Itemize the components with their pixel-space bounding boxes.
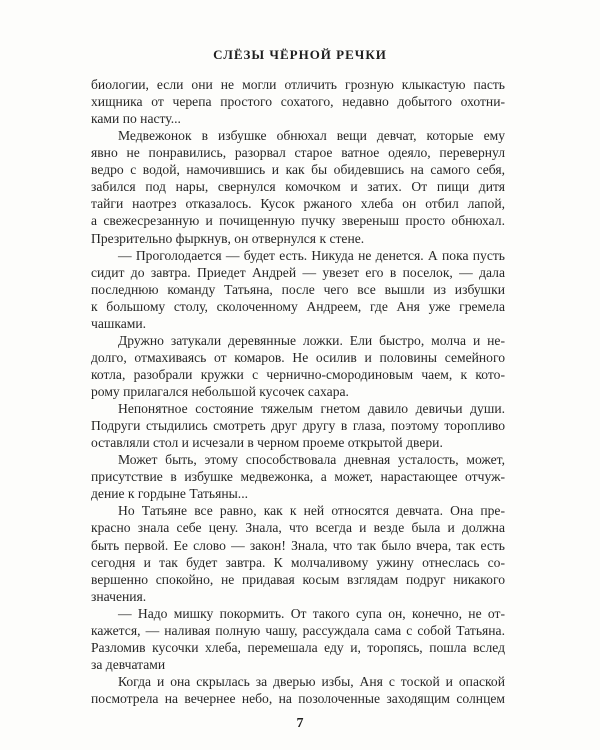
text-line: значения. — [91, 588, 147, 604]
text-line: хищника от черепа простого сохатого, недавно добытого охотни- — [91, 94, 505, 110]
text-line: тайги наотрез отказалось. Кусок ржаного хлеба он отбил лапой, — [91, 196, 505, 212]
text-line: сидит до завтра. Приедет Андрей — увезет его в поселок, — дала — [91, 264, 505, 280]
text-line: быть первой. Ее слово — закон! Знала, что так было вчера, так есть — [91, 537, 505, 553]
page-number: 7 — [296, 716, 304, 731]
text-line: к большому столу, сколоченному Андреем, где Аня уже гремела — [91, 298, 505, 314]
text-line: присутствие в избушке медвежонка, а может, нарастающее отчуж- — [91, 469, 505, 485]
text-line: котла, разобрали кружки с чернично-смородиновым чаем, к кото- — [91, 366, 505, 382]
text-line: Но Татьяне все равно, как к ней относятся девчата. Она пре- — [118, 503, 505, 519]
text-line: красно знала себе цену. Знала, что всегда и везде была и должна — [91, 520, 505, 536]
text-line: забился под нары, свернулся комочком и затих. От пищи дитя — [91, 179, 505, 195]
text-line: вершенно спокойно, не придавая косым взглядам подруг никакого — [91, 571, 505, 587]
text-line: явно не понравились, разорвал старое ватное одеяло, перевернул — [91, 145, 505, 161]
text-line: оставляли стол и исчезали в черном проеме открытой двери. — [91, 435, 443, 451]
text-line: дение к гордыне Татьяны... — [91, 486, 248, 502]
text-line: сегодня и так будет завтра. К молчаливому ужину отнеслась со- — [91, 554, 505, 570]
text-line: — Проголодается — будет есть. Никуда не денется. А пока пусть — [118, 247, 505, 263]
text-line: Непонятное состояние тяжелым гнетом давило девичьи души. — [118, 401, 505, 417]
text-line: ведро с водой, намочившись и как бы обидевшись на самого себя, — [91, 162, 505, 178]
text-line: за девчатами — [91, 656, 166, 672]
text-line: ками по насту... — [91, 111, 181, 127]
text-line: рому прилагался небольшой кусочек сахара. — [91, 384, 349, 399]
text-line: биологии, если они не могли отличить грозную клыкастую пасть — [91, 77, 505, 92]
text-line: чашками. — [91, 315, 147, 331]
text-line: Подруги стыдились смотреть друг другу в глаза, поэтому торопливо — [91, 418, 505, 434]
text-line: — Надо мишку покормить. От такого супа он, конечно, не от- — [118, 605, 505, 621]
text-line: посмотрела на вечернее небо, на позолоченные заходящим солнцем — [91, 691, 505, 706]
text-line: Презрительно фыркнув, он отвернулся к стене. — [91, 230, 365, 246]
text-line: Может быть, этому способствовала дневная усталость, может, — [118, 452, 505, 468]
text-line: а свежесрезанную и почищенную пучку звереныш просто обнюхал. — [91, 213, 505, 229]
text-line: последнюю команду Татьяна, после чего все вышли из избушки — [91, 281, 505, 297]
text-line: Дружно затукали деревянные ложки. Ели быстро, молча и не- — [118, 332, 505, 348]
text-line: Когда и она скрылась за дверью избы, Аня с тоской и опаской — [118, 673, 505, 689]
running-head: СЛЁЗЫ ЧЁРНОЙ РЕЧКИ — [213, 47, 387, 62]
text-line: долго, отмахиваясь от комаров. Не осилив и половины семейного — [91, 349, 505, 365]
text-line: Медвежонок в избушке обнюхал вещи девчат, которые ему — [118, 128, 505, 144]
text-line: Разломив кусочки хлеба, перемешала еду и, торопясь, пошла вслед — [91, 639, 505, 655]
text-line: кажется, — наливая полную чашу, рассуждала сама с собой Татьяна. — [91, 622, 505, 638]
